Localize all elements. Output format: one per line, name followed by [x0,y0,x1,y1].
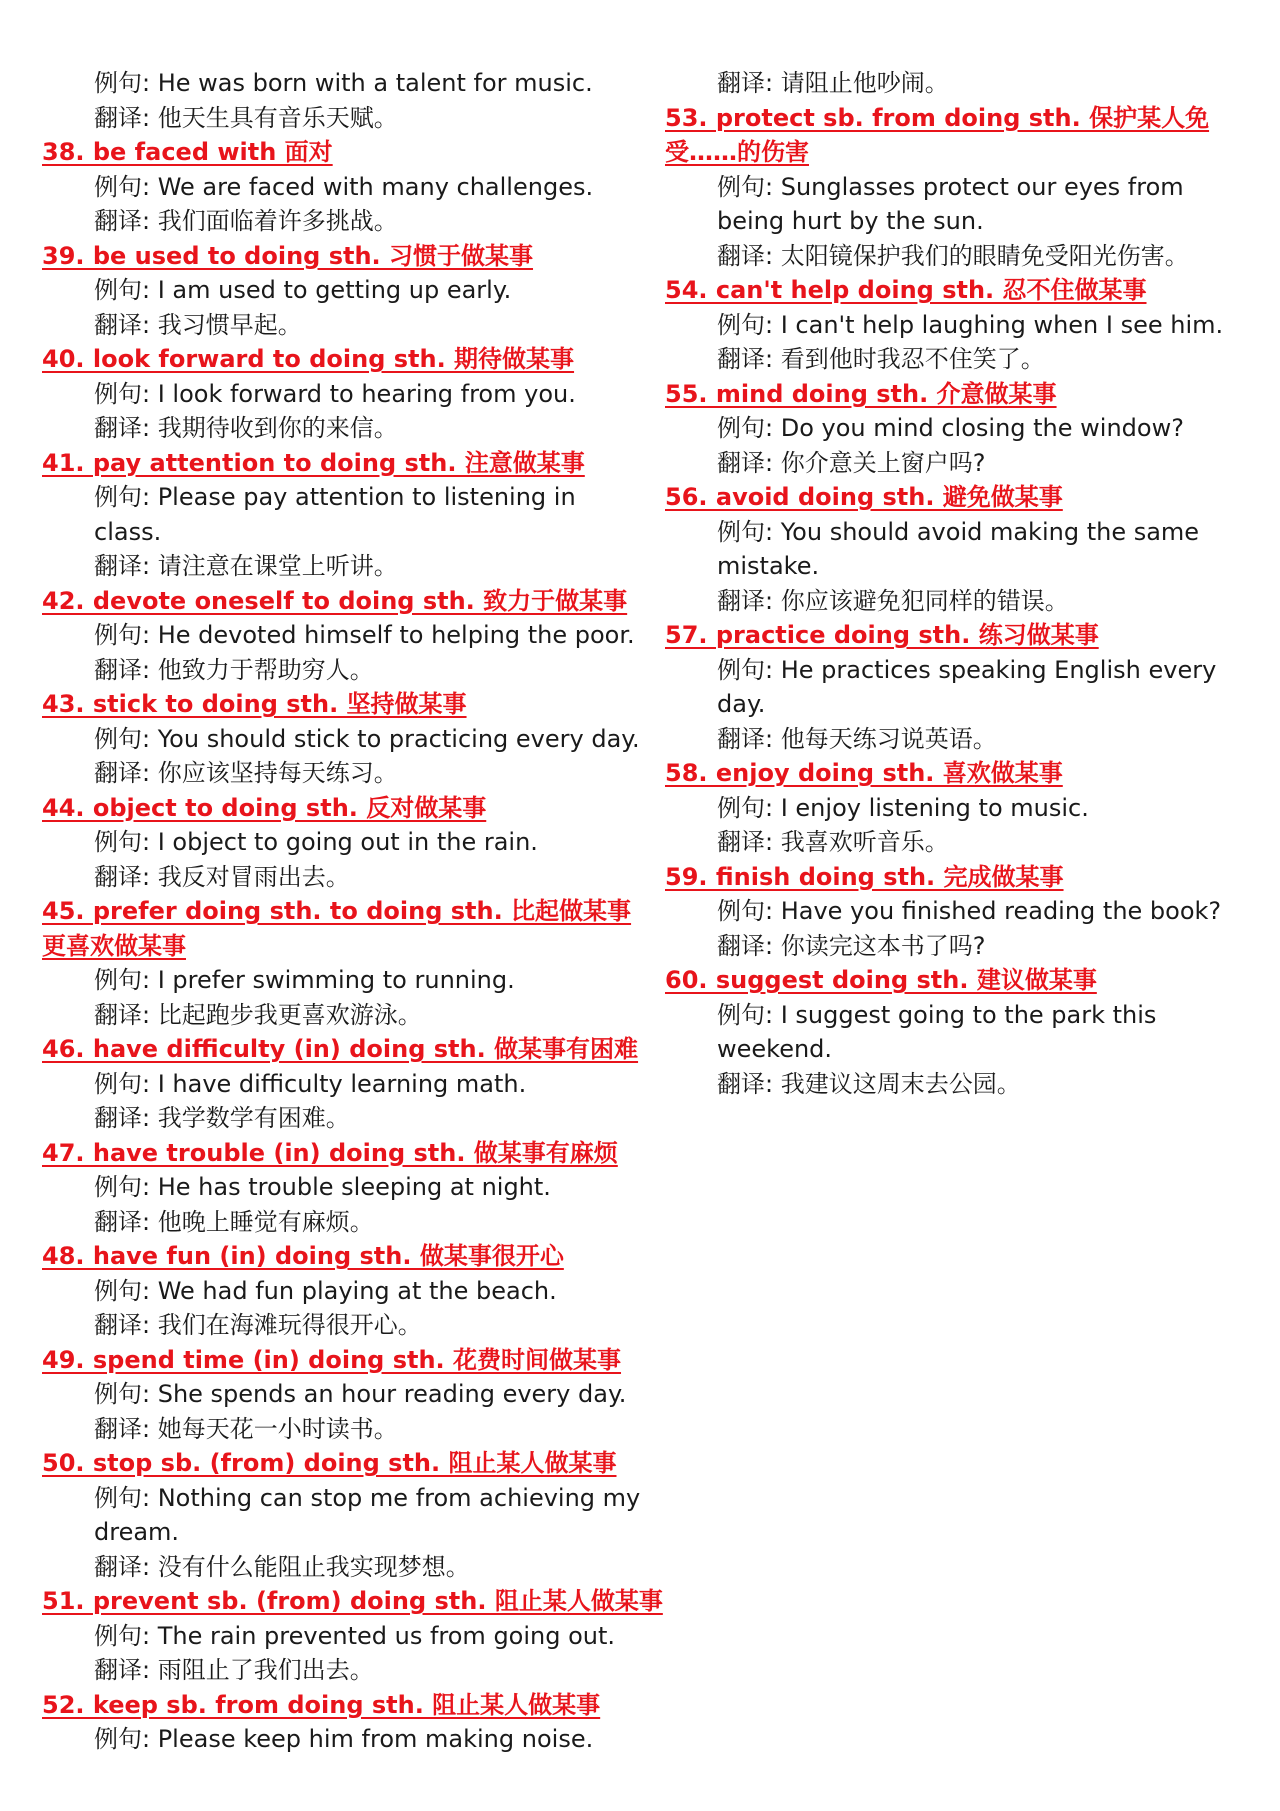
phrase-heading: 52. keep sb. from doing sth. 阻止某人做某事 [42,1690,601,1719]
translation-line: 翻译: 我习惯早起。 [94,310,302,339]
example-sentence: 例句: Nothing can stop me from achieving my dream. [94,1483,641,1546]
phrase-heading: 53. protect sb. from doing sth. 保护某人免受……的伤害 [665,103,1210,166]
phrase-heading: 50. stop sb. (from) doing sth. 阻止某人做某事 [42,1449,617,1477]
phrase-heading: 46. have difficulty (in) doing sth. 做某事有困难 [42,1035,639,1063]
phrase-heading: 38. be faced with 面对 [42,138,333,166]
phrase-heading: 54. can't help doing sth. 忍不住做某事 [665,276,1147,304]
phrase-heading: 44. object to doing sth. 反对做某事 [42,793,487,822]
phrase-heading: 39. be used to doing sth. 习惯于做某事 [42,241,534,270]
example-sentence: 例句: You should avoid making the same mistake. [717,517,1200,580]
translation-line: 翻译: 你介意关上窗户吗? [717,448,986,477]
phrase-heading: 56. avoid doing sth. 避免做某事 [665,483,1063,511]
phrase-heading: 58. enjoy doing sth. 喜欢做某事 [665,759,1063,787]
example-sentence: 例句: He has trouble sleeping at night. [94,1173,551,1201]
example-sentence: 例句: I enjoy listening to music. [717,793,1089,822]
translation-line: 翻译: 没有什么能阻止我实现梦想。 [94,1552,470,1581]
example-sentence: 例句: We had fun playing at the beach. [94,1276,557,1305]
translation-line: 翻译: 看到他时我忍不住笑了。 [717,345,1045,373]
phrase-heading: 51. prevent sb. (from) doing sth. 阻止某人做某事 [42,1587,663,1615]
example-sentence: 例句: The rain prevented us from going out. [94,1621,616,1650]
example-sentence: 例句: I suggest going to the park this weekend. [717,1000,1157,1063]
example-sentence: 例句: She spends an hour reading every day. [94,1380,627,1408]
example-sentence: 例句: I object to going out in the rain. [94,828,538,856]
translation-line: 翻译: 请注意在课堂上听讲。 [94,552,398,580]
translation-line: 翻译: 我们面临着许多挑战。 [94,207,398,235]
phrase-heading: 42. devote oneself to doing sth. 致力于做某事 [42,586,628,615]
example-sentence: 例句: He practices speaking English every day. [717,655,1217,718]
example-sentence: 例句: Please keep him from making noise. [94,1725,594,1753]
translation-line: 翻译: 比起跑步我更喜欢游泳。 [94,1000,422,1029]
translation-line: 翻译: 雨阻止了我们出去。 [94,1656,374,1684]
translation-line: 翻译: 他每天练习说英语。 [717,724,997,753]
example-sentence: 例句: He devoted himself to helping the poor. [94,621,635,649]
translation-line: 翻译: 我学数学有困难。 [94,1104,350,1132]
phrase-heading: 60. suggest doing sth. 建议做某事 [665,966,1097,994]
translation-line: 翻译: 我建议这周末去公园。 [717,1069,1021,1098]
translation-line: 翻译: 我期待收到你的来信。 [94,414,398,442]
right-column [665,66,1255,1101]
phrase-heading: 43. stick to doing sth. 坚持做某事 [42,690,467,718]
example-sentence: 例句: He was born with a talent for music. [94,69,593,97]
example-sentence: 例句: I prefer swimming to running. [94,966,515,994]
example-sentence: 例句: Please pay attention to listening in class. [94,483,576,546]
translation-line: 翻译: 你读完这本书了吗? [717,931,986,960]
example-sentence: 例句: I have difficulty learning math. [94,1069,527,1098]
phrase-heading: 48. have fun (in) doing sth. 做某事很开心 [42,1242,564,1270]
phrase-heading: 49. spend time (in) doing sth. 花费时间做某事 [42,1345,622,1374]
example-sentence: 例句: Have you finished reading the book? [717,897,1222,925]
example-sentence: 例句: I look forward to hearing from you. [94,379,576,408]
translation-line: 翻译: 我反对冒雨出去。 [94,862,350,891]
translation-line: 翻译: 我们在海滩玩得很开心。 [94,1311,422,1339]
translation-line: 翻译: 她每天花一小时读书。 [94,1414,398,1443]
example-sentence: 例句: Sunglasses protect our eyes from being hurt by the sun. [717,172,1184,235]
translation-line: 翻译: 太阳镜保护我们的眼睛免受阳光伤害。 [717,241,1189,270]
phrase-heading: 40. look forward to doing sth. 期待做某事 [42,345,575,373]
translation-line: 翻译: 我喜欢听音乐。 [717,828,949,856]
example-sentence: 例句: Do you mind closing the window? [717,414,1184,442]
phrase-heading: 55. mind doing sth. 介意做某事 [665,379,1057,408]
example-sentence: 例句: We are faced with many challenges. [94,172,594,201]
translation-line: 翻译: 他晚上睡觉有麻烦。 [94,1207,374,1236]
example-sentence: 例句: I am used to getting up early. [94,276,512,304]
phrase-heading: 41. pay attention to doing sth. 注意做某事 [42,448,585,477]
translation-line: 翻译: 他天生具有音乐天赋。 [94,103,398,132]
translation-line: 翻译: 请阻止他吵闹。 [717,69,949,97]
example-sentence: 例句: You should stick to practicing every day. [94,724,640,753]
translation-line: 翻译: 你应该避免犯同样的错误。 [717,586,1069,615]
phrase-heading: 57. practice doing sth. 练习做某事 [665,621,1099,649]
phrase-heading: 47. have trouble (in) doing sth. 做某事有麻烦 [42,1138,618,1167]
example-sentence: 例句: I can't help laughing when I see him. [717,310,1224,339]
translation-line: 翻译: 他致力于帮助穷人。 [94,655,374,684]
translation-line: 翻译: 你应该坚持每天练习。 [94,759,398,787]
left-column [42,66,663,1757]
phrase-heading: 45. prefer doing sth. to doing sth. 比起做某事更喜欢做某事 [42,897,632,960]
phrase-heading: 59. finish doing sth. 完成做某事 [665,862,1064,891]
